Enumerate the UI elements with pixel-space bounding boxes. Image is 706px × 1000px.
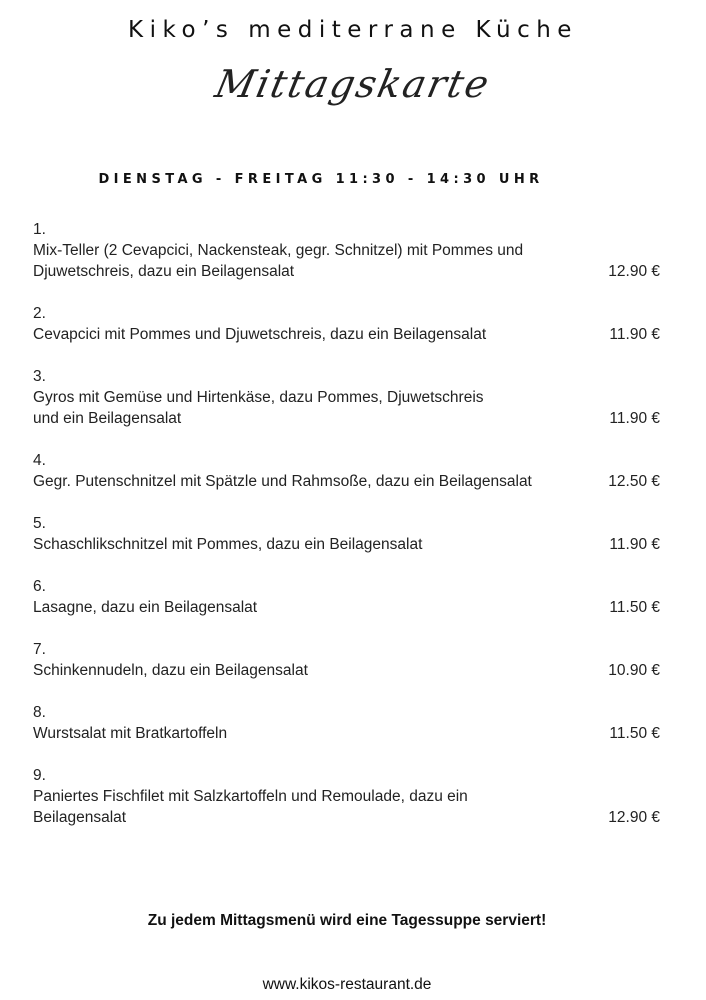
soup-note: Zu jedem Mittagsmenü wird eine Tagessuppe serviert! xyxy=(147,912,547,929)
menu-item-number: 9. xyxy=(33,767,46,784)
menu-item-number: 1. xyxy=(33,221,46,238)
menu-item-price: 10.90 € xyxy=(608,662,660,679)
menu-item-description: Schaschlikschnitzel mit Pommes, dazu ein Beilagensalat xyxy=(33,536,423,553)
menu-item xyxy=(33,702,663,744)
menu-item-description: Mix-Teller (2 Cevapcici, Nackensteak, gegr. Schnitzel) mit Pommes und Djuwetschreis, dazu ein Beilagensalat xyxy=(33,242,524,280)
menu-item-description: Cevapcici mit Pommes und Djuwetschreis, dazu ein Beilagensalat xyxy=(33,326,487,343)
menu-item-price: 11.90 € xyxy=(609,410,660,427)
menu-item-price: 11.90 € xyxy=(609,536,660,553)
menu-item-price: 11.50 € xyxy=(609,725,660,742)
menu-item-description: Schinkennudeln, dazu ein Beilagensalat xyxy=(33,662,308,679)
menu-item-description: Paniertes Fischfilet mit Salzkartoffeln und Remoulade, dazu ein Beilagensalat xyxy=(33,788,468,826)
menu-list xyxy=(33,219,663,828)
menu-item xyxy=(33,303,663,345)
restaurant-name: Kiko’s mediterrane Küche xyxy=(128,17,578,43)
opening-hours: DIENSTAG - FREITAG 11:30 - 14:30 UHR xyxy=(98,172,544,187)
menu-item-number: 4. xyxy=(33,452,46,469)
menu-item-price: 12.50 € xyxy=(608,473,660,490)
menu-item-description: Gyros mit Gemüse und Hirtenkäse, dazu Pommes, Djuwetschreis und ein Beilagensalat xyxy=(33,389,484,427)
menu-item-description: Wurstsalat mit Bratkartoffeln xyxy=(33,725,228,742)
menu-item xyxy=(33,765,663,828)
menu-item-number: 7. xyxy=(33,641,46,658)
menu-item xyxy=(33,639,663,681)
menu-item xyxy=(33,219,663,282)
menu-item xyxy=(33,366,663,429)
menu-title: Mittagskarte xyxy=(211,62,495,106)
menu-item-number: 2. xyxy=(33,305,46,322)
menu-item-number: 5. xyxy=(33,515,46,532)
website-link[interactable]: www.kikos-restaurant.de xyxy=(262,976,432,993)
menu-item-price: 12.90 € xyxy=(608,263,660,280)
menu-item-number: 3. xyxy=(33,368,46,385)
menu-item-number: 8. xyxy=(33,704,46,721)
menu-item-price: 11.90 € xyxy=(609,326,660,343)
menu-item-price: 12.90 € xyxy=(608,809,660,826)
menu-item xyxy=(33,576,663,618)
menu-item-description: Lasagne, dazu ein Beilagensalat xyxy=(33,599,258,616)
menu-item-description: Gegr. Putenschnitzel mit Spätzle und Rahmsoße, dazu ein Beilagensalat xyxy=(33,473,532,490)
menu-item-price: 11.50 € xyxy=(609,599,660,616)
menu-item-number: 6. xyxy=(33,578,46,595)
menu-item xyxy=(33,513,663,555)
menu-item xyxy=(33,450,663,492)
